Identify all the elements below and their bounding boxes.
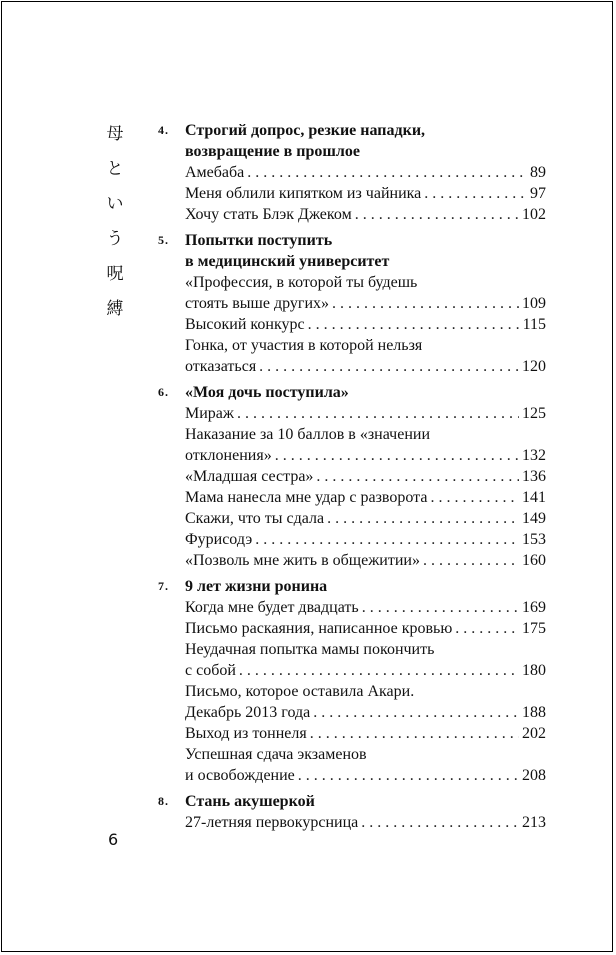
toc-entry bbox=[185, 618, 546, 639]
dot-leader bbox=[237, 403, 519, 424]
entry-title-line: Скажи, что ты сдала bbox=[185, 510, 325, 527]
chapter-7 bbox=[158, 576, 546, 786]
toc-entry bbox=[185, 272, 546, 314]
entry-last-line bbox=[185, 162, 546, 183]
entry-title-line: Фурисодэ bbox=[185, 531, 253, 548]
entry-list bbox=[185, 403, 546, 571]
dot-leader bbox=[355, 204, 519, 225]
chapter-5 bbox=[158, 230, 546, 377]
toc-entry bbox=[185, 597, 546, 618]
title-char: と bbox=[106, 159, 124, 179]
entry-last-line bbox=[185, 812, 546, 833]
page-number: 6 bbox=[108, 830, 119, 849]
dot-leader bbox=[313, 702, 519, 723]
chapter-title-line: «Моя дочь поступила» bbox=[185, 384, 349, 401]
entry-page-number: 180 bbox=[522, 662, 546, 679]
chapter-title bbox=[185, 791, 546, 812]
entry-last-line bbox=[185, 466, 546, 487]
dot-leader bbox=[310, 723, 519, 744]
entry-title-line: Неудачная попытка мамы покончить bbox=[185, 641, 435, 658]
entry-page-number: 169 bbox=[522, 599, 546, 616]
dot-leader bbox=[423, 550, 519, 571]
toc-entry bbox=[185, 508, 546, 529]
title-char: 呪 bbox=[106, 264, 124, 284]
entry-page-number: 102 bbox=[522, 206, 546, 223]
entry-page-number: 208 bbox=[522, 767, 546, 784]
chapter-title bbox=[185, 576, 546, 597]
entry-title-line: Высокий конкурс bbox=[185, 316, 305, 333]
entry-last-line bbox=[185, 356, 546, 377]
toc-entry bbox=[185, 550, 546, 571]
entry-last-line bbox=[185, 293, 546, 314]
entry-page-number: 125 bbox=[522, 405, 546, 422]
entry-last-line bbox=[185, 660, 546, 681]
title-char: う bbox=[106, 229, 124, 249]
entry-last-line bbox=[185, 550, 546, 571]
dot-leader bbox=[275, 445, 519, 466]
entry-last-line bbox=[185, 445, 546, 466]
dot-leader bbox=[327, 508, 519, 529]
entry-title-line: Хочу стать Блэк Джеком bbox=[185, 206, 352, 223]
entry-title-line: с собой bbox=[185, 662, 236, 679]
entry-last-line bbox=[185, 508, 546, 529]
chapter-number: 5. bbox=[158, 233, 169, 247]
toc-entry bbox=[185, 183, 546, 204]
entry-title-line: отклонения» bbox=[185, 447, 272, 464]
chapter-heading bbox=[158, 791, 546, 812]
entry-page-number: 115 bbox=[522, 316, 546, 333]
entry-title-line: отказаться bbox=[185, 358, 257, 375]
dot-leader bbox=[430, 487, 519, 508]
entry-list bbox=[185, 272, 546, 377]
entry-last-line bbox=[185, 204, 546, 225]
entry-title-line: Успешная сдача экзаменов bbox=[185, 746, 367, 763]
toc-entry bbox=[185, 162, 546, 183]
entry-title-line: Письмо, которое оставила Акари. bbox=[185, 683, 415, 700]
entry-page-number: 202 bbox=[522, 725, 546, 742]
chapter-number: 7. bbox=[158, 579, 169, 593]
entry-last-line bbox=[185, 487, 546, 508]
entry-title-line: Наказание за 10 баллов в «значении bbox=[185, 426, 430, 443]
chapter-number: 4. bbox=[158, 123, 169, 137]
entry-page-number: 160 bbox=[522, 552, 546, 569]
dot-leader bbox=[362, 597, 519, 618]
entry-list bbox=[185, 812, 546, 833]
entry-title-line: Письмо раскаяния, написанное кровью bbox=[185, 620, 453, 637]
entry-page-number: 213 bbox=[522, 814, 546, 831]
entry-last-line bbox=[185, 403, 546, 424]
entry-list bbox=[185, 162, 546, 225]
toc-entry bbox=[185, 744, 546, 786]
entry-title-line: Меня облили кипятком из чайника bbox=[185, 185, 422, 202]
chapter-title-line: Стань акушеркой bbox=[185, 793, 315, 810]
dot-leader bbox=[424, 183, 527, 204]
dot-leader bbox=[332, 293, 519, 314]
entry-title-line: Амебаба bbox=[185, 164, 245, 181]
entry-page-number: 153 bbox=[522, 531, 546, 548]
dot-leader bbox=[361, 812, 519, 833]
dot-leader bbox=[255, 529, 519, 550]
toc-entry bbox=[185, 723, 546, 744]
chapter-title-line: Попытки поступить bbox=[185, 232, 333, 249]
entry-last-line bbox=[185, 597, 546, 618]
entry-page-number: 89 bbox=[530, 164, 546, 181]
toc-entry bbox=[185, 639, 546, 681]
chapter-number: 6. bbox=[158, 385, 169, 399]
toc-entry bbox=[185, 466, 546, 487]
entry-page-number: 188 bbox=[522, 704, 546, 721]
toc-entry bbox=[185, 424, 546, 466]
entry-title-line: Декабрь 2013 года bbox=[185, 704, 311, 721]
entry-last-line bbox=[185, 765, 546, 786]
entry-last-line bbox=[185, 618, 546, 639]
toc-entry bbox=[185, 204, 546, 225]
entry-title-line: стоять выше других» bbox=[185, 295, 330, 312]
chapter-title bbox=[185, 120, 546, 162]
entry-page-number: 109 bbox=[522, 295, 546, 312]
title-char: い bbox=[106, 194, 124, 214]
dot-leader bbox=[239, 660, 519, 681]
chapter-number: 8. bbox=[158, 794, 169, 808]
entry-page-number: 175 bbox=[522, 620, 546, 637]
chapter-heading bbox=[158, 576, 546, 597]
entry-page-number: 149 bbox=[522, 510, 546, 527]
entry-last-line bbox=[185, 702, 546, 723]
chapter-6 bbox=[158, 382, 546, 571]
entry-title-line: Выход из тоннеля bbox=[185, 725, 307, 742]
chapter-title-line: возвращение в прошлое bbox=[185, 143, 360, 160]
toc-entry bbox=[185, 487, 546, 508]
entry-title-line: «Профессия, в которой ты будешь bbox=[185, 274, 418, 291]
title-char: 縛 bbox=[106, 299, 124, 319]
entry-title-line: Мираж bbox=[185, 405, 234, 422]
entry-title-line: и освобождение bbox=[185, 767, 295, 784]
toc-entry bbox=[185, 403, 546, 424]
title-char: 母 bbox=[106, 124, 124, 144]
entry-list bbox=[185, 597, 546, 786]
chapter-title-line: в медицинский университет bbox=[185, 253, 390, 270]
entry-page-number: 141 bbox=[522, 489, 546, 506]
chapter-8 bbox=[158, 791, 546, 833]
dot-leader bbox=[316, 466, 519, 487]
chapter-title bbox=[185, 230, 546, 272]
entry-page-number: 136 bbox=[522, 468, 546, 485]
entry-last-line bbox=[185, 183, 546, 204]
entry-page-number: 132 bbox=[522, 447, 546, 464]
toc-entry bbox=[185, 314, 546, 335]
dot-leader bbox=[455, 618, 519, 639]
toc-entry bbox=[185, 812, 546, 833]
toc-entry bbox=[185, 681, 546, 723]
entry-title-line: Гонка, от участия в которой нельзя bbox=[185, 337, 423, 354]
entry-title-line: «Позволь мне жить в общежитии» bbox=[185, 552, 420, 569]
chapter-title-line: 9 лет жизни ронина bbox=[185, 578, 328, 595]
dot-leader bbox=[308, 314, 520, 335]
chapter-4 bbox=[158, 120, 546, 225]
entry-title-line: Мама нанесла мне удар с разворота bbox=[185, 489, 428, 506]
vertical-book-title bbox=[104, 117, 126, 327]
chapter-heading bbox=[158, 382, 546, 403]
chapter-title-line: Строгий допрос, резкие нападки, bbox=[185, 122, 426, 139]
entry-last-line bbox=[185, 314, 546, 335]
entry-title-line: Когда мне будет двадцать bbox=[185, 599, 359, 616]
toc-entry bbox=[185, 335, 546, 377]
entry-last-line bbox=[185, 723, 546, 744]
entry-page-number: 120 bbox=[522, 358, 546, 375]
toc-entry bbox=[185, 529, 546, 550]
entry-last-line bbox=[185, 529, 546, 550]
entry-page-number: 97 bbox=[530, 185, 546, 202]
table-of-contents bbox=[158, 120, 546, 838]
chapter-title bbox=[185, 382, 546, 403]
dot-leader bbox=[298, 765, 519, 786]
dot-leader bbox=[259, 356, 519, 377]
entry-title-line: 27-летняя первокурсница bbox=[185, 814, 359, 831]
dot-leader bbox=[247, 162, 527, 183]
entry-title-line: «Младшая сестра» bbox=[185, 468, 314, 485]
chapter-heading bbox=[158, 230, 546, 272]
chapter-heading bbox=[158, 120, 546, 162]
